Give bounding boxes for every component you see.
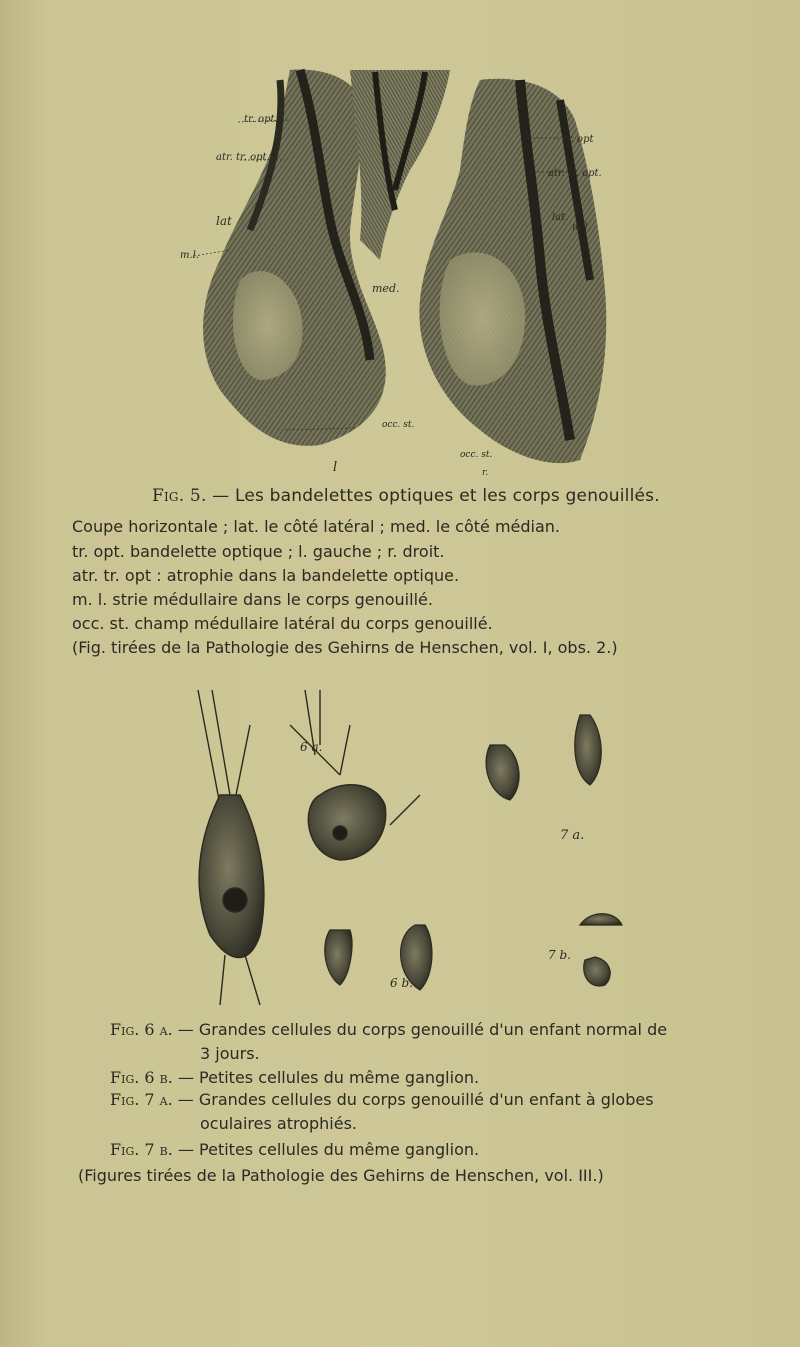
label-occ-st-left: occ. st.	[382, 420, 415, 430]
caption-7a-line-1: Fig. 7 a. — Grandes cellules du corps genouillé d'un enfant à globes	[110, 1090, 654, 1109]
label-occ-st-right: occ. st.	[460, 450, 493, 460]
label-fig-6b: 6 b.	[390, 976, 413, 990]
legend-line-2: tr. opt. bandelette optique ; l. gauche ; r. droit.	[72, 542, 445, 561]
cell-6a-upper	[290, 690, 420, 860]
caption-6a-line-1: Fig. 6 a. — Grandes cellules du corps genouillé d'un enfant normal de	[110, 1020, 668, 1039]
label-ml-right: m.l.	[572, 222, 592, 233]
figure-5-title: — Les bandelettes optiques et les corps genouillés.	[212, 486, 660, 506]
cells-6b	[325, 925, 432, 990]
legend-line-4: m. l. strie médullaire dans le corps genouillé.	[72, 590, 433, 609]
caption-7b: Fig. 7 b. — Petites cellules du même ganglion.	[110, 1140, 480, 1159]
label-fig-7a: 7 a.	[560, 828, 585, 843]
label-fig-7b: 7 b.	[548, 948, 571, 962]
cells-7b	[580, 914, 622, 986]
label-ml-left: m.l.	[180, 250, 200, 261]
label-tr-opt-left: tr. opt.	[244, 114, 278, 125]
figure-5-caption-title	[152, 486, 712, 506]
caption-6b: Fig. 6 b. — Petites cellules du même ganglion.	[110, 1068, 480, 1087]
cells-7a	[486, 715, 601, 800]
label-lat-right: lat.	[552, 212, 569, 223]
figure-5-number: Fig. 5.	[152, 486, 207, 506]
label-atr-tr-opt-right: atr. tr. opt.	[548, 168, 602, 179]
figures-source-line: (Figures tirées de la Pathologie des Gehirns de Henschen, vol. III.)	[78, 1166, 604, 1185]
legend-line-3: atr. tr. opt : atrophie dans la bandelette optique.	[72, 566, 460, 585]
label-fig-6a: 6 a.	[300, 740, 323, 754]
label-l: l	[333, 460, 338, 475]
caption-6a-line-2: 3 jours.	[200, 1044, 260, 1063]
label-r: r.	[482, 468, 489, 478]
label-med: med.	[372, 282, 400, 295]
legend-line-1: Coupe horizontale ; lat. le côté latéral ; med. le côté médian.	[72, 517, 560, 536]
legend-source-line: (Fig. tirées de la Pathologie des Gehirns de Henschen, vol. I, obs. 2.)	[72, 638, 618, 657]
caption-7a-line-2: oculaires atrophiés.	[200, 1114, 358, 1133]
cell-6a-large-left	[198, 690, 264, 1005]
label-lat-left: lat	[216, 214, 232, 228]
legend-line-5: occ. st. champ médullaire latéral du corps genouillé.	[72, 614, 493, 633]
figure-6-7-illustration	[190, 685, 650, 1015]
label-tr-opt-right: tr. opt	[563, 134, 594, 145]
label-atr-tr-opt-left: atr. tr. opt.	[216, 152, 270, 163]
